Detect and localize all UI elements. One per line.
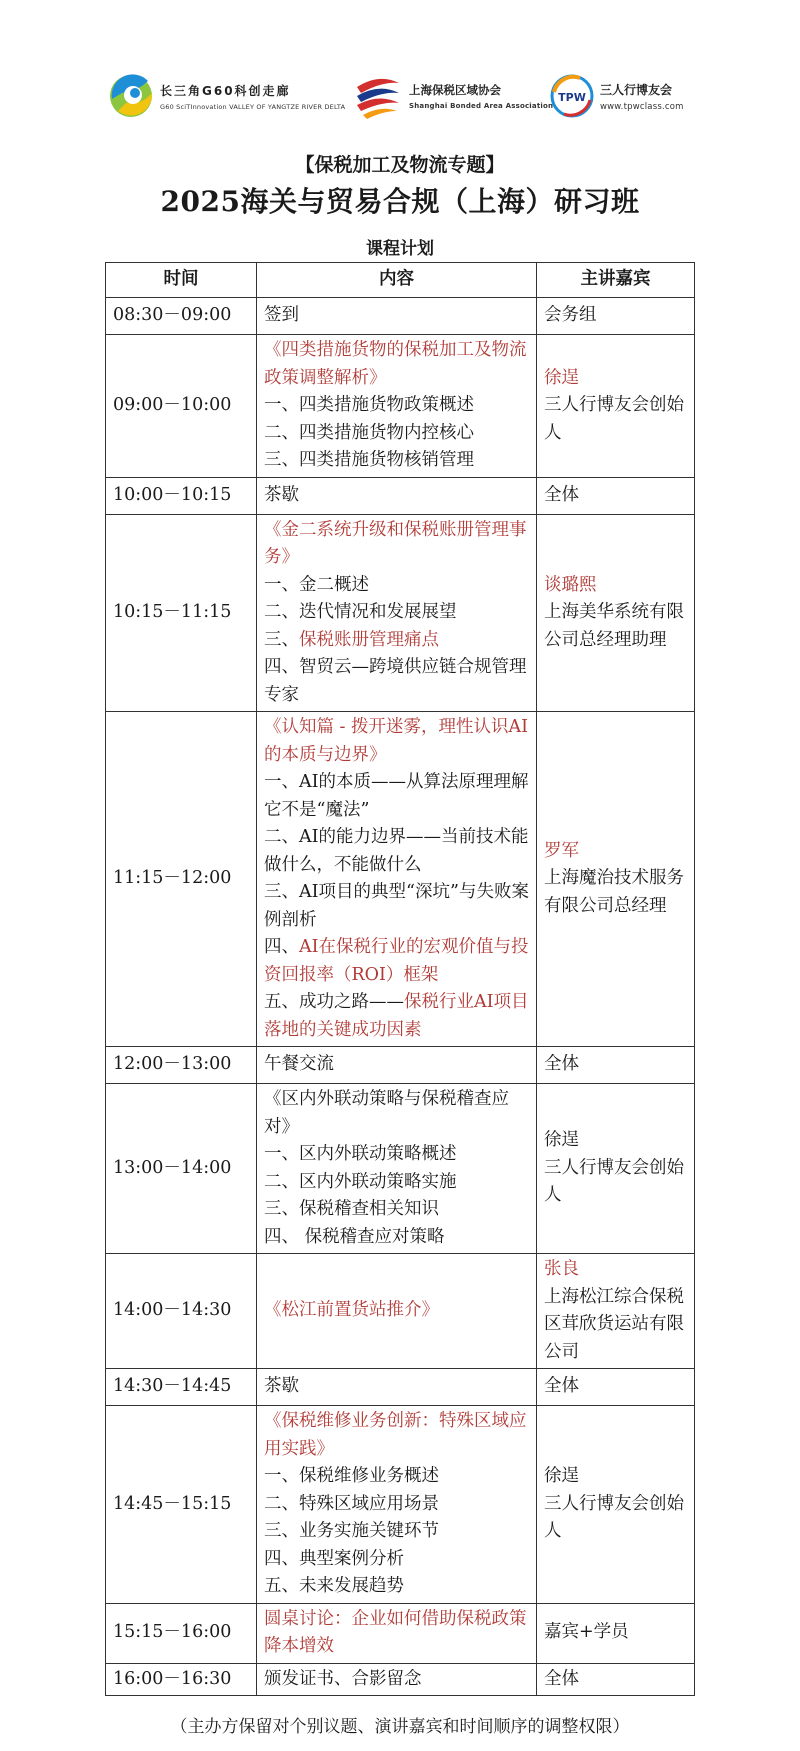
content-line: 茶歇	[264, 1376, 299, 1397]
speaker-cell	[537, 1254, 695, 1369]
content-line: 二、区内外联动策略实施	[264, 1171, 457, 1192]
time-cell: 09:00－10:00	[106, 335, 257, 478]
g60-logo-title: 长三角G60科创走廊	[160, 83, 291, 98]
table-row	[106, 514, 695, 712]
table-row	[106, 1084, 695, 1254]
content-cell	[257, 1406, 537, 1604]
table-row	[106, 477, 695, 514]
content-cell	[257, 298, 537, 335]
table-row	[106, 1406, 695, 1604]
table-row	[106, 335, 695, 478]
header-logos	[0, 66, 800, 126]
content-cell	[257, 1084, 537, 1254]
content-line: 四、 保税稽查应对策略	[264, 1226, 445, 1247]
table-row	[106, 712, 695, 1047]
speaker-cell	[537, 1047, 695, 1084]
speaker-line: 徐逞	[544, 1466, 579, 1486]
footnote: （主办方保留对个别议题、演讲嘉宾和时间顺序的调整权限）	[170, 1717, 630, 1737]
tpw-logo	[550, 66, 684, 126]
content-line-part: 五、成功之路——	[264, 992, 404, 1012]
time-cell: 12:00－13:00	[106, 1047, 257, 1084]
content-line	[264, 934, 529, 989]
sba-logo	[353, 66, 553, 126]
speaker-cell	[537, 1603, 695, 1663]
content-line: 《松江前置货站推介》	[264, 1300, 439, 1321]
content-line: 三、四类措施货物核销管理	[264, 450, 474, 470]
speaker-cell	[537, 712, 695, 1047]
speaker-cell	[537, 1084, 695, 1254]
content-line-part: 保税行业AI项目落地的关键成功因素	[264, 992, 529, 1040]
speaker-cell	[537, 1663, 695, 1696]
tpw-logo-title: 三人行博友会	[600, 82, 673, 97]
table-row	[106, 1047, 695, 1084]
speaker-line: 三人行博友会创始人	[544, 395, 684, 443]
speaker-line: 徐逞	[544, 367, 579, 388]
content-line	[264, 989, 529, 1044]
speaker-line: 上海魔治技术服务有限公司总经理	[544, 868, 684, 916]
time-cell: 13:00－14:00	[106, 1084, 257, 1254]
content-cell	[257, 514, 537, 712]
speaker-line: 嘉宾+学员	[544, 1622, 629, 1643]
content-line: 二、迭代情况和发展展望	[264, 602, 457, 622]
speaker-line: 张良	[544, 1259, 579, 1279]
speaker-line: 谈璐熙	[544, 574, 597, 595]
content-line: 一、金二概述	[264, 574, 369, 595]
content-line: 《四类措施货物的保税加工及物流政策调整解析》	[264, 340, 527, 388]
speaker-line: 罗军	[544, 840, 579, 861]
speaker-line: 会务组	[544, 305, 597, 326]
content-cell	[257, 1603, 537, 1663]
time-cell: 10:15－11:15	[106, 514, 257, 712]
content-line-part: AI在保税行业的宏观价值与投资回报率（ROI）框架	[264, 937, 529, 985]
speaker-cell	[537, 1406, 695, 1604]
header-time: 时间	[106, 263, 257, 298]
content-line: 四、典型案例分析	[264, 1548, 404, 1569]
header-speaker: 主讲嘉宾	[537, 263, 695, 298]
speaker-cell	[537, 1369, 695, 1406]
time-cell: 11:15－12:00	[106, 712, 257, 1047]
content-cell	[257, 712, 537, 1047]
schedule-body	[106, 298, 695, 1696]
speaker-line: 全体	[544, 1376, 579, 1397]
content-line: 二、特殊区域应用场景	[264, 1493, 439, 1514]
content-cell	[257, 335, 537, 478]
content-line: 午餐交流	[264, 1054, 334, 1075]
speaker-line: 全体	[544, 1668, 579, 1689]
speaker-line: 上海松江综合保税区茸欣货运站有限公司	[544, 1286, 684, 1362]
time-cell: 14:00－14:30	[106, 1254, 257, 1369]
page-title: 2025海关与贸易合规（上海）研习班	[160, 185, 640, 218]
content-line: 四、智贸云—跨境供应链合规管理专家	[264, 657, 527, 705]
content-cell	[257, 1663, 537, 1696]
content-line: 《区内外联动策略与保税稽查应对》	[264, 1089, 509, 1137]
speaker-line: 三人行博友会创始人	[544, 1493, 684, 1541]
time-cell: 14:30－14:45	[106, 1369, 257, 1406]
speaker-cell	[537, 298, 695, 335]
content-line: 《保税维修业务创新：特殊区域应用实践》	[264, 1411, 527, 1459]
content-cell	[257, 477, 537, 514]
time-cell: 14:45－15:15	[106, 1406, 257, 1604]
table-header-row	[106, 263, 695, 298]
tpw-icon-text: TPW	[558, 91, 586, 104]
content-line: 《金二系统升级和保税账册管理事务》	[264, 519, 527, 567]
content-line: 一、四类措施货物政策概述	[264, 395, 474, 415]
time-cell: 15:15－16:00	[106, 1603, 257, 1663]
content-cell	[257, 1369, 537, 1406]
speaker-cell	[537, 514, 695, 712]
content-line: 茶歇	[264, 484, 299, 505]
content-line: 五、未来发展趋势	[264, 1576, 404, 1596]
table-row	[106, 1603, 695, 1663]
time-cell: 16:00－16:30	[106, 1663, 257, 1696]
content-line-part: 四、	[264, 937, 299, 957]
speaker-line: 三人行博友会创始人	[544, 1157, 684, 1206]
speaker-line: 全体	[544, 1054, 579, 1075]
g60-swirl-icon	[108, 71, 154, 121]
tpw-globe-icon	[550, 74, 594, 118]
speaker-line: 徐逞	[544, 1130, 579, 1151]
speaker-cell	[537, 335, 695, 478]
speaker-cell	[537, 477, 695, 514]
speaker-line: 全体	[544, 484, 579, 505]
schedule-subtitle: 课程计划	[366, 239, 434, 259]
content-line: 二、四类措施货物内控核心	[264, 422, 474, 443]
table-row	[106, 1369, 695, 1406]
content-line-part: 三、	[264, 629, 299, 650]
header-content: 内容	[257, 263, 537, 298]
content-line: 三、业务实施关键环节	[264, 1521, 439, 1541]
content-cell	[257, 1254, 537, 1369]
content-cell	[257, 1047, 537, 1084]
g60-logo-subtitle: G60 SciTInnovation VALLEY OF YANGTZE RIVER DELTA	[160, 102, 346, 111]
table-row	[106, 1254, 695, 1369]
g60-logo	[108, 66, 345, 126]
content-line-part: 保税账册管理痛点	[299, 629, 439, 650]
sba-ribbon-icon	[353, 71, 403, 121]
content-line: 一、保税维修业务概述	[264, 1466, 439, 1486]
content-line: 圆桌讨论：企业如何借助保税政策降本增效	[264, 1608, 527, 1656]
speaker-line: 上海美华系统有限公司总经理助理	[544, 602, 684, 650]
content-line: 颁发证书、合影留念	[264, 1668, 422, 1689]
time-cell: 10:00－10:15	[106, 477, 257, 514]
content-line: 二、AI的能力边界——当前技术能做什么，不能做什么	[264, 827, 529, 875]
content-line	[264, 627, 529, 655]
sba-logo-title: 上海保税区域协会	[409, 83, 501, 97]
tpw-logo-subtitle: www.tpwclass.com	[600, 101, 684, 112]
content-line: 三、AI项目的典型“深坑”与失败案例剖析	[264, 882, 529, 930]
content-line: 《认知篇 - 拨开迷雾，理性认识AI的本质与边界》	[264, 717, 529, 765]
topic-heading: 【保税加工及物流专题】	[295, 154, 505, 176]
content-line: 三、保税稽查相关知识	[264, 1199, 439, 1219]
content-line: 一、AI的本质——从算法原理理解它不是“魔法”	[264, 772, 529, 820]
table-row	[106, 298, 695, 335]
content-line: 签到	[264, 305, 299, 326]
table-row	[106, 1663, 695, 1696]
time-cell: 08:30－09:00	[106, 298, 257, 335]
schedule-table	[105, 262, 695, 1696]
sba-logo-subtitle: Shanghai Bonded Area Association	[409, 102, 554, 110]
content-line: 一、区内外联动策略概述	[264, 1144, 457, 1164]
